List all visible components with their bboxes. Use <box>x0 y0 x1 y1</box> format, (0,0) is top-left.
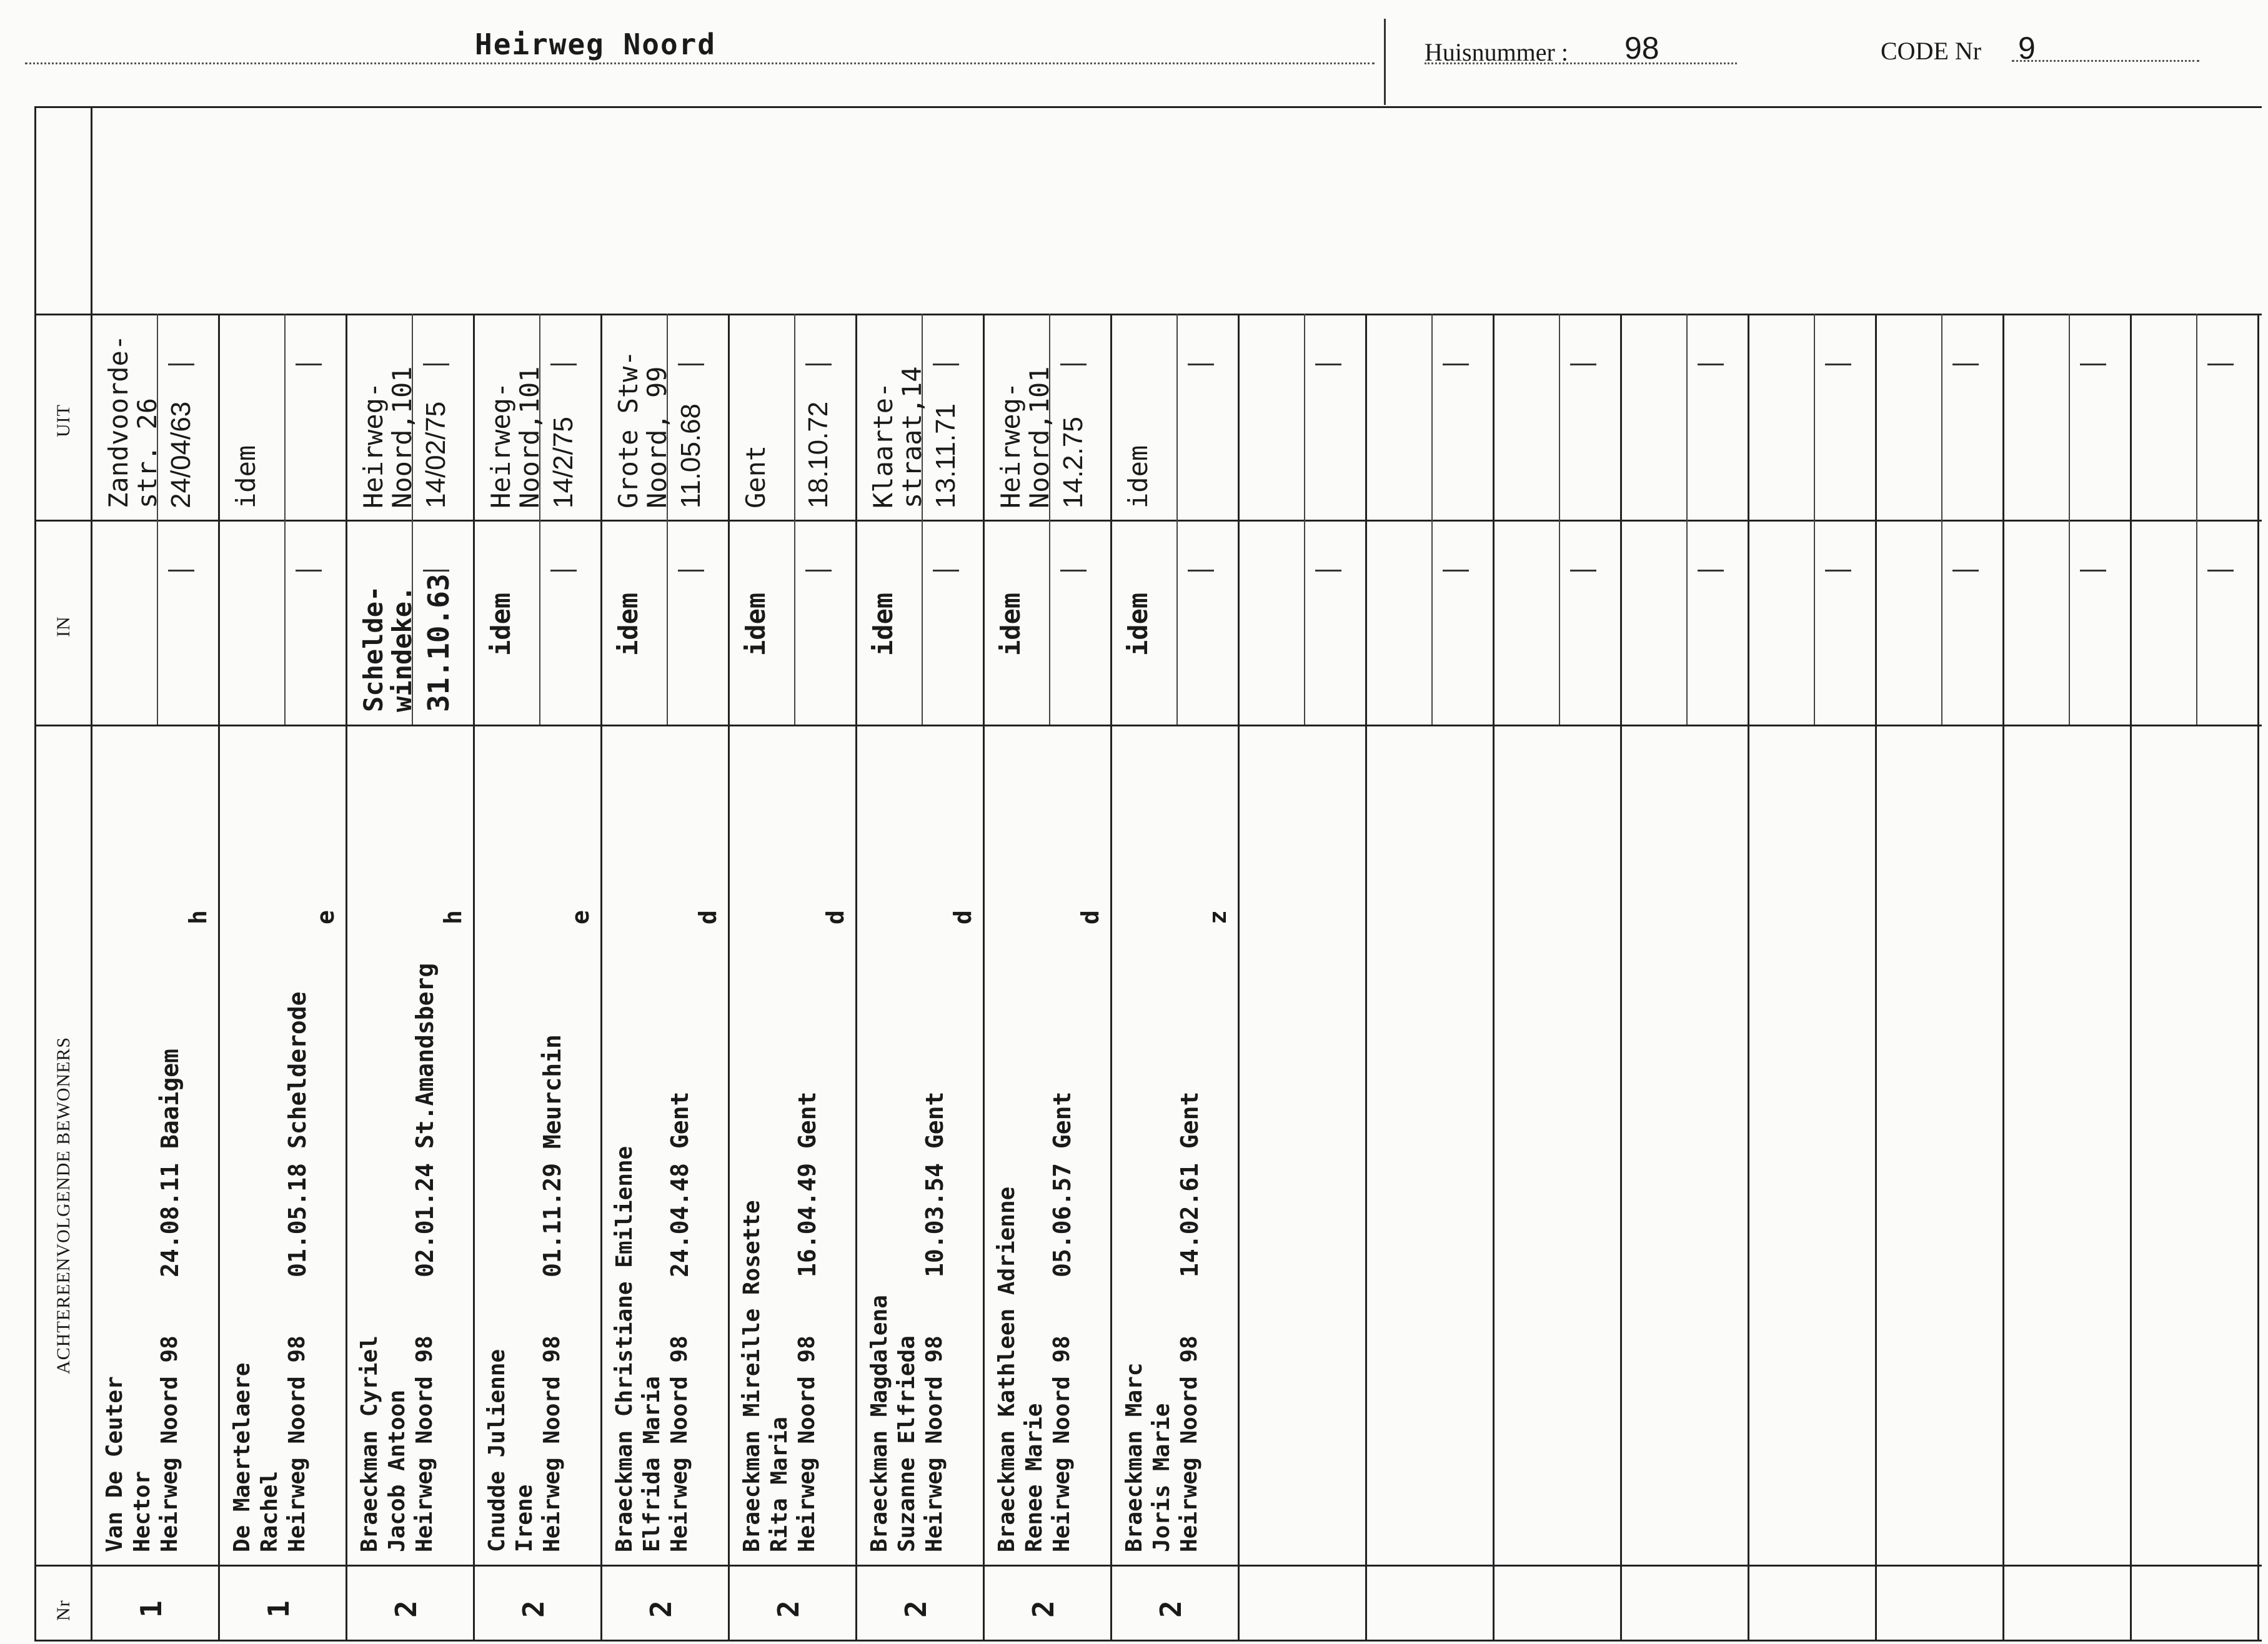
column-sub-divider <box>1304 314 1305 725</box>
resident-birth: 24.08.11 Baaigem <box>156 1048 184 1277</box>
column-border <box>346 314 347 1640</box>
in-date: 31.10.63 <box>422 573 455 712</box>
empty-dash <box>2080 364 2106 365</box>
resident-name-line: Rachel <box>257 1470 282 1552</box>
household-nr: 2 <box>517 1600 550 1618</box>
empty-dash <box>2080 570 2106 572</box>
column-sub-divider <box>1431 314 1433 725</box>
uit-date: 14.2.75 <box>1058 417 1088 508</box>
resident-birth: 16.04.49 Gent <box>793 1091 821 1277</box>
uit-address-line: idem <box>231 445 261 508</box>
in-section-label: IN <box>53 616 74 637</box>
resident-birth: 02.01.24 St.Amandsberg <box>411 963 439 1277</box>
empty-dash <box>1443 364 1469 365</box>
resident-name-line: Heirweg Noord 98 <box>1176 1335 1202 1552</box>
resident-name-line: Braeckman Kathleen Adrienne <box>994 1186 1020 1552</box>
empty-dash <box>1188 570 1214 572</box>
uit-address-line: Zandvoorde- <box>103 334 134 508</box>
empty-dash <box>1698 364 1724 365</box>
column-sub-divider <box>284 314 286 725</box>
empty-dash <box>296 570 322 572</box>
household-nr: 2 <box>772 1600 805 1618</box>
resident-name-line: Heirweg Noord 98 <box>157 1335 182 1552</box>
in-address-line: windeke. <box>387 585 417 712</box>
household-nr: 2 <box>644 1600 678 1618</box>
in-residents-separator <box>34 725 2262 726</box>
column-sub-divider <box>1176 314 1178 725</box>
empty-dash <box>168 570 194 572</box>
resident-birth: 24.04.48 Gent <box>666 1091 694 1277</box>
column-border <box>855 314 857 1640</box>
empty-dash <box>1188 364 1214 365</box>
empty-dash <box>933 570 959 572</box>
resident-name-line: Heirweg Noord 98 <box>1049 1335 1075 1552</box>
resident-code: d <box>822 910 849 924</box>
empty-dash <box>933 364 959 365</box>
resident-name-line: Braeckman Marc <box>1122 1362 1147 1552</box>
resident-name-line: Heirweg Noord 98 <box>667 1335 692 1552</box>
uit-address-line: straat,14 <box>897 366 927 508</box>
uit-address-line: Heirweg- <box>995 382 1026 508</box>
street-name: Heirweg Noord <box>475 27 717 61</box>
empty-dash <box>423 570 449 572</box>
resident-name-line: Braeckman Christiane Emilienne <box>612 1146 637 1552</box>
in-address-line: idem <box>1123 592 1153 656</box>
resident-name-line: Braeckman Magdalena <box>867 1295 892 1552</box>
uit-address-line: idem <box>1123 445 1153 508</box>
uit-date: 11.05.68 <box>675 403 706 508</box>
in-address-line: idem <box>995 592 1026 656</box>
nr-section-label: Nr <box>53 1600 74 1621</box>
uit-date: 18.10.72 <box>803 401 833 508</box>
empty-dash <box>1315 570 1341 572</box>
resident-name-line: Heirweg Noord 98 <box>794 1335 820 1552</box>
residents-nr-separator <box>34 1565 2262 1567</box>
resident-name-line: Irene <box>512 1484 537 1552</box>
resident-name-line: Jacob Antoon <box>384 1389 410 1552</box>
resident-name-line: Braeckman Cyriel <box>357 1335 382 1552</box>
table-left-border <box>34 106 36 1642</box>
empty-dash <box>1952 364 1979 365</box>
empty-dash <box>1952 570 1979 572</box>
empty-dash <box>678 364 704 365</box>
empty-dash <box>1315 364 1341 365</box>
column-border <box>2257 314 2259 1640</box>
empty-dash <box>1060 364 1087 365</box>
uit-address-line: Klaarte- <box>868 382 898 508</box>
column-border <box>1620 314 1622 1640</box>
column-border <box>600 314 602 1640</box>
resident-name-line: Van De Ceuter <box>102 1376 127 1552</box>
empty-dash <box>2207 570 2234 572</box>
resident-code: h <box>184 910 212 924</box>
household-nr: 1 <box>134 1600 168 1618</box>
resident-code: z <box>1204 910 1231 924</box>
empty-dash <box>168 364 194 365</box>
column-border <box>1238 314 1240 1640</box>
empty-dash <box>423 364 449 365</box>
uit-address-line: Noord, 99 <box>642 366 672 508</box>
resident-name-line: Heirweg Noord 98 <box>412 1335 437 1552</box>
uit-address-line: Grote Stw- <box>613 350 644 508</box>
uit-address-line: Heirweg- <box>358 382 389 508</box>
column-border <box>1110 314 1112 1640</box>
column-border <box>728 314 730 1640</box>
uit-address-line: Gent <box>740 445 771 508</box>
resident-name-line: Suzanne Elfrieda <box>894 1335 920 1552</box>
column-sub-divider <box>1941 314 1942 725</box>
resident-name-line: Braeckman Mireille Rosette <box>739 1200 765 1552</box>
uit-in-separator <box>34 520 2262 522</box>
in-address-line: idem <box>868 592 898 656</box>
column-border <box>1493 314 1495 1640</box>
uit-date: 13.11.71 <box>930 403 961 508</box>
column-border <box>1365 314 1367 1640</box>
resident-code: h <box>439 910 467 924</box>
resident-birth: 01.05.18 Schelderode <box>284 991 311 1277</box>
resident-code: d <box>949 910 977 924</box>
uit-address-line: Heirweg- <box>485 382 516 508</box>
resident-code: d <box>1077 910 1104 924</box>
in-address-line: Schelde- <box>358 585 389 712</box>
resident-name-line: De Maertelaere <box>229 1362 255 1552</box>
empty-dash <box>1570 570 1596 572</box>
column-sub-divider <box>794 314 795 725</box>
in-address-line: idem <box>485 592 516 656</box>
uit-address-line: str. 26 <box>132 397 162 508</box>
house-number-label: Huisnummer : <box>1425 38 1568 66</box>
resident-name-line: Cnudde Julienne <box>484 1349 510 1552</box>
empty-dash <box>678 570 704 572</box>
household-nr: 2 <box>899 1600 933 1618</box>
resident-birth: 14.02.61 Gent <box>1176 1091 1203 1277</box>
column-border <box>983 314 985 1640</box>
resident-name-line: Heirweg Noord 98 <box>922 1335 947 1552</box>
empty-dash <box>1570 364 1596 365</box>
household-nr: 1 <box>262 1600 296 1618</box>
empty-dash <box>550 570 577 572</box>
empty-dash <box>805 570 832 572</box>
uit-date: 14/2/75 <box>548 417 579 508</box>
column-border <box>1875 314 1877 1640</box>
empty-dash <box>1698 570 1724 572</box>
residents-section-label: ACHTEREENVOLGENDE BEWONERS <box>53 1036 74 1374</box>
column-sub-divider <box>2069 314 2070 725</box>
empty-dash <box>550 364 577 365</box>
column-sub-divider <box>1686 314 1688 725</box>
table-top-border <box>34 106 2262 108</box>
empty-dash <box>1443 570 1469 572</box>
empty-dash <box>1825 364 1851 365</box>
resident-name-line: Hector <box>129 1470 155 1552</box>
column-sub-divider <box>2196 314 2197 725</box>
in-address-line: idem <box>740 592 771 656</box>
resident-code: d <box>694 910 722 924</box>
uit-section-label: UIT <box>53 404 74 437</box>
uit-date: 24/04/63 <box>166 401 196 508</box>
household-nr: 2 <box>389 1600 423 1618</box>
empty-dash <box>1825 570 1851 572</box>
resident-name-line: Heirweg Noord 98 <box>284 1335 310 1552</box>
resident-name-line: Heirweg Noord 98 <box>539 1335 565 1552</box>
resident-birth: 01.11.29 Meurchin <box>539 1034 566 1277</box>
column-border <box>2002 314 2004 1640</box>
uit-address-line: Noord,101 <box>1024 366 1055 508</box>
column-border <box>218 314 220 1640</box>
resident-code: e <box>312 910 339 924</box>
column-sub-divider <box>1814 314 1815 725</box>
household-nr: 2 <box>1154 1600 1188 1618</box>
uit-date: 14/02/75 <box>420 401 451 508</box>
resident-code: e <box>567 910 594 924</box>
resident-birth: 05.06.57 Gent <box>1048 1091 1076 1277</box>
column-border <box>473 314 475 1640</box>
empty-dash <box>2207 364 2234 365</box>
house-number-value: 98 <box>1624 31 1659 66</box>
column-sub-divider <box>157 314 158 725</box>
code-number-value: 9 <box>2018 31 2036 66</box>
in-address-line: idem <box>613 592 644 656</box>
empty-dash <box>1060 570 1087 572</box>
empty-dash <box>805 364 832 365</box>
column-sub-divider <box>1559 314 1560 725</box>
column-border <box>1748 314 1749 1640</box>
uit-address-line: Noord,101 <box>387 366 417 508</box>
household-nr: 2 <box>1027 1600 1060 1618</box>
empty-dash <box>296 364 322 365</box>
code-label: CODE Nr <box>1881 37 1982 65</box>
column-border <box>91 314 92 1640</box>
table-bottom-border <box>34 1640 2262 1642</box>
resident-name-line: Joris Marie <box>1149 1403 1175 1552</box>
resident-name-line: Renee Marie <box>1022 1403 1047 1552</box>
resident-name-line: Elfrida Maria <box>639 1376 665 1552</box>
resident-birth: 10.03.54 Gent <box>921 1091 948 1277</box>
resident-name-line: Rita Maria <box>767 1417 792 1552</box>
column-border <box>2130 314 2132 1640</box>
uit-address-line: Noord,101 <box>514 366 545 508</box>
uit-top-border <box>34 314 2262 315</box>
